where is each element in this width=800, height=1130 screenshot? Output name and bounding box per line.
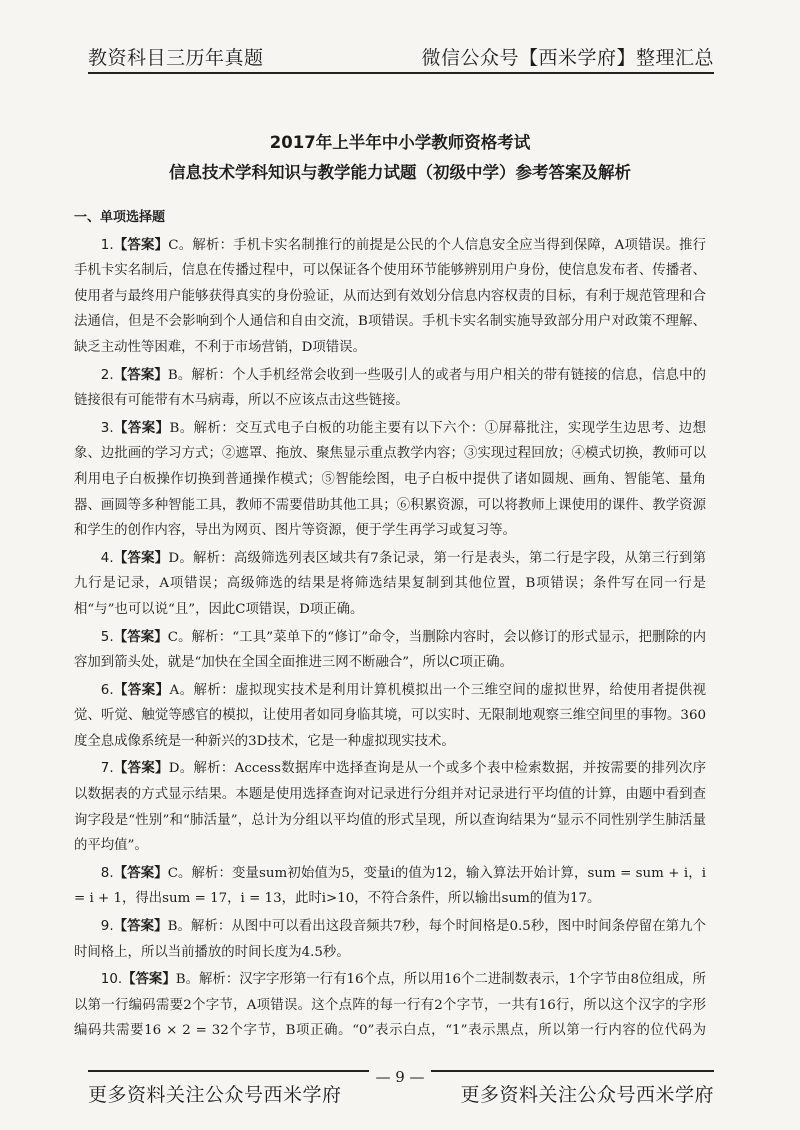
- item-number: 3.: [100, 420, 114, 436]
- document-title: [0, 128, 800, 188]
- answer-label: 【答案】: [122, 972, 176, 988]
- header-left: 教资科目三历年真题: [88, 47, 264, 69]
- header-right: 微信公众号【西米学府】整理汇总: [421, 47, 714, 69]
- answer-label: 【答案】: [113, 237, 169, 253]
- answer-item-4: [74, 546, 706, 623]
- page-header: [88, 40, 714, 74]
- answer-item-2: [74, 363, 706, 414]
- answer-label: 【答案】: [113, 865, 168, 881]
- item-number: 10.: [100, 972, 123, 988]
- answer-label: 【答案】: [113, 629, 168, 645]
- footer-right: 更多资料关注公众号西米学府: [460, 1084, 714, 1106]
- item-number: 1.: [100, 237, 114, 253]
- section-heading: 一、单项选择题: [74, 210, 166, 225]
- answer-item-8: [74, 861, 706, 912]
- item-text: B。解析：个人手机经常会收到一些吸引人的或者与用户相关的带有链接的信息，信息中的链接很有可能带有木马病毒，所以不应该点击这些链接。: [74, 367, 706, 409]
- answer-item-6: [74, 678, 706, 755]
- item-number: 2.: [100, 367, 114, 383]
- page-number-text: — 9 —: [369, 1068, 430, 1086]
- answer-content: [74, 205, 706, 1045]
- answer-label: 【答案】: [113, 761, 169, 777]
- item-number: 4.: [100, 550, 114, 566]
- answer-item-3: [74, 416, 706, 544]
- answer-item-5: [74, 625, 706, 676]
- item-text: C。解析：变量sum初始值为5，变量i的值为12，输入算法开始计算，sum = sum + i，i = i + 1，得出sum = 17，i = 13，此时i>10，不符合条件，所以输出sum的值为17。: [74, 865, 706, 907]
- item-number: 8.: [100, 865, 114, 881]
- answer-label: 【答案】: [113, 367, 168, 383]
- item-text: A。解析：虚拟现实技术是利用计算机模拟出一个三维空间的虚拟世界，给使用者提供视觉、听觉、触觉等感官的模拟，让使用者如同身临其境，可以实时、无限制地观察三维空间里的事物。360度全息成像系统是一种新兴的3D技术，它是一种虚拟现实技术。: [74, 682, 706, 749]
- item-text: C。解析：“工具”菜单下的“修订”命令，当删除内容时，会以修订的形式显示，把删除的内容加到箭头处，就是“加快在全国全面推进三网不断融合”，所以C项正确。: [74, 629, 706, 671]
- answer-item-1: [74, 233, 706, 361]
- item-number: 7.: [100, 761, 114, 777]
- item-number: 9.: [100, 919, 114, 935]
- answer-item-7: [74, 756, 706, 858]
- item-text: B。解析：交互式电子白板的功能主要有以下六个：①屏幕批注，实现学生边思考、边想象、边批画的学习方式；②遮罩、拖放、聚焦显示重点教学内容；③实现过程回放；④模式切换，教师可以利用电子白板操作切换到普通操作模式；⑤智能绘图，电子白板中提供了诸如圆规、画角、智能笔、量角器、画圆等多种智能工具，教师不需要借助其他工具；⑥积累资源，可以将教师上课使用的课件、教学资源和学生的创作内容，导出为网页、图片等资源，便于学生再学习或复习等。: [74, 420, 706, 539]
- item-text: D。解析：高级筛选列表区域共有7条记录，第一行是表头，第二行是字段，从第三行到第九行是记录，A项错误；高级筛选的结果是将筛选结果复制到其他位置，B项错误；条件写在同一行是相“与”也可以说“且”，因此C项错误，D项正确。: [74, 550, 706, 617]
- title-line-1: 2017年上半年中小学教师资格考试: [269, 133, 531, 152]
- footer-left: 更多资料关注公众号西米学府: [88, 1084, 342, 1106]
- item-number: 6.: [100, 682, 114, 698]
- item-number: 5.: [100, 629, 114, 645]
- answer-label: 【答案】: [113, 420, 170, 436]
- page-number: [0, 1068, 800, 1086]
- answer-item-9: [74, 914, 706, 965]
- answer-label: 【答案】: [113, 682, 170, 698]
- answer-label: 【答案】: [113, 550, 169, 566]
- item-text: B。解析：从图中可以看出这段音频共7秒，每个时间格是0.5秒，图中时间条停留在第九个时间格上，所以当前播放的时间长度为4.5秒。: [74, 919, 706, 960]
- item-text: C。解析：手机卡实名制推行的前提是公民的个人信息安全应当得到保障，A项错误。推行手机卡实名制后，信息在传播过程中，可以保证各个使用环节能够辨别用户身份，使信息发布者、传播者、使用者与最终用户能够获得真实的身份验证，从而达到有效划分信息内容权责的目标，有利于规范管理和合法通信，但是不会影响到个人通信和自由交流，B项错误。手机卡实名制实施导致部分用户对政策不理解、缺乏主动性等困难，不利于市场营销，D项错误。: [74, 237, 706, 355]
- item-text: D。解析：Access数据库中选择查询是从一个或多个表中检索数据，并按需要的排列次序以数据表的方式显示结果。本题是使用选择查询对记录进行分组并对记录进行平均值的计算，由题中看到查询字段是“性别”和“肺活量”，总计为分组以平均值的形式呈现，所以查询结果为“显示不同性别学生肺活量的平均值”。: [74, 761, 706, 854]
- item-text: B。解析：汉字字形第一行有16个点，所以用16个二进制数表示，1个字节由8位组成，所以第一行编码需要2个字节，A项错误。这个点阵的每一行有2个字节，一共有16行，所以这个汉字的字形编码共需要16 × 2 = 32个字节，B项正确。“0”表示白点，“1”表示黑点，所以第一行内容的位代码为: [74, 972, 706, 1039]
- answer-item-10: [74, 967, 706, 1045]
- title-line-2: 信息技术学科知识与教学能力试题（初级中学）参考答案及解析: [169, 163, 631, 182]
- answer-label: 【答案】: [113, 919, 168, 935]
